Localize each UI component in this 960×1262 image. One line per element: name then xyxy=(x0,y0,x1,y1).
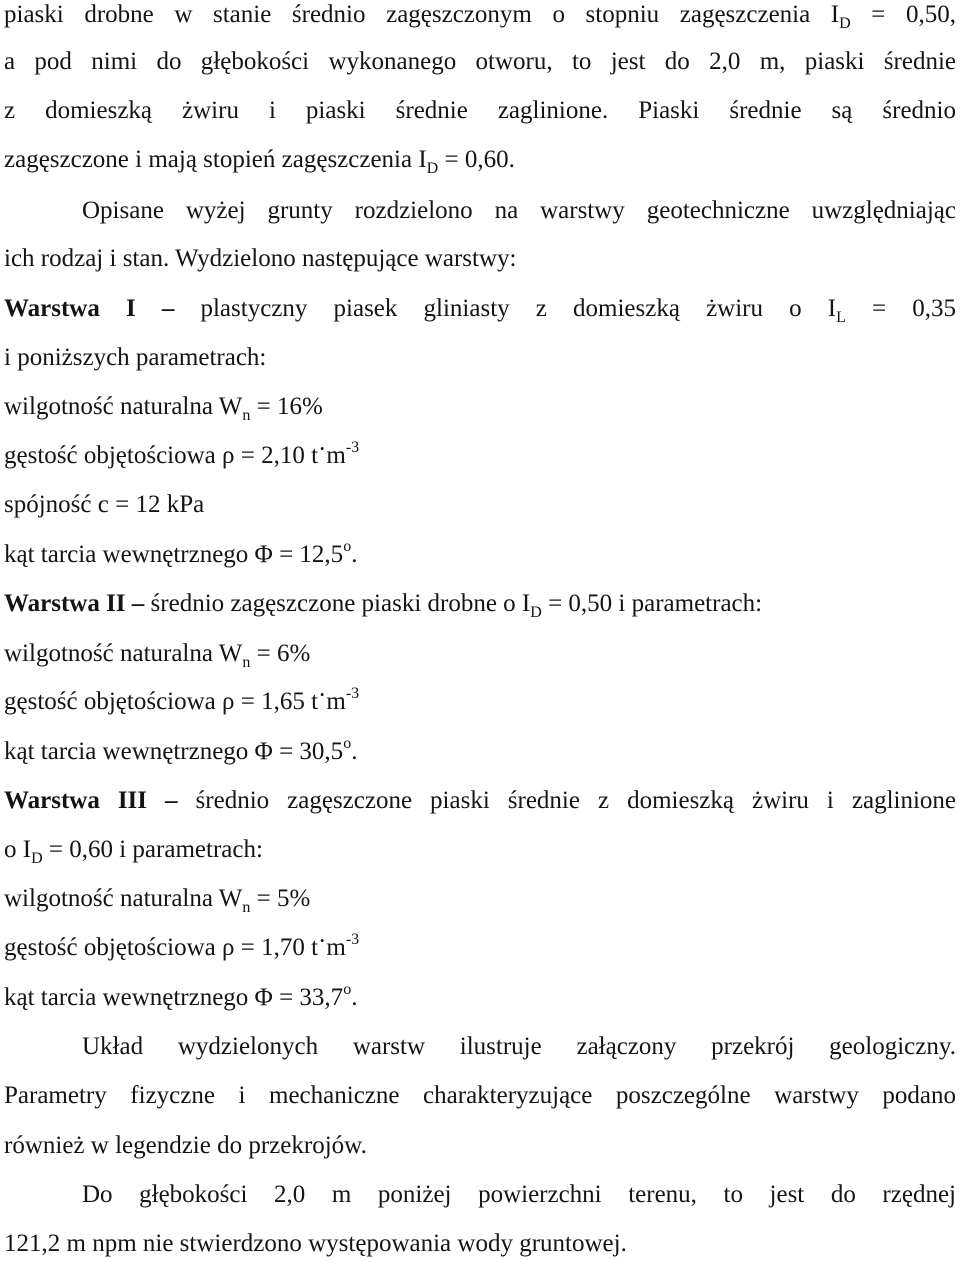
text-line: 121,2 m npm nie stwierdzono występowania wody gruntowej. xyxy=(4,1230,627,1257)
text-line: piaski drobne w stanie średnio zagęszczonym o stopniu zagęszczenia $I_D = 0,50$, xyxy=(4,1,956,32)
parameter-line: wilgotność naturalna $W_n = 5\%$ xyxy=(4,885,311,916)
text-line: i poniższych parametrach: xyxy=(4,344,267,371)
parameter-line: wilgotność naturalna $W_n = 16\%$ xyxy=(4,393,323,424)
parameter-line: gęstość objętościowa ρ = 1,70 $t\cdot m^{-3}$ xyxy=(4,928,360,961)
layer-1-heading: Warstwa I – plastyczny piasek gliniasty z domieszką żwiru o $I_L = 0,35$ xyxy=(4,295,957,326)
text-line: a pod nimi do głębokości wykonanego otworu, to jest do 2,0 m, piaski średnie xyxy=(4,48,956,75)
parameter-line: kąt tarcia wewnętrznego $\Phi = 33,7^o$. xyxy=(4,981,358,1011)
layer-2-heading: Warstwa II – średnio zagęszczone piaski drobne o $I_D = 0,50$ i parametrach: xyxy=(4,590,763,621)
text-line: o $I_D = 0,60$ i parametrach: xyxy=(4,836,263,867)
parameter-line: gęstość objętościowa ρ = 1,65 $t\cdot m^{-3}$ xyxy=(4,682,360,715)
text-line: Opisane wyżej grunty rozdzielono na warstwy geotechniczne uwzględniając xyxy=(82,197,956,224)
layer-3-heading: Warstwa III – średnio zagęszczone piaski średnie z domieszką żwiru i zaglinione xyxy=(4,787,957,814)
parameter-line: kąt tarcia wewnętrznego $\Phi = 30,5^o$. xyxy=(4,735,358,765)
text-line: ich rodzaj i stan. Wydzielono następujące warstwy: xyxy=(4,245,517,272)
text-line: Do głębokości 2,0 m poniżej powierzchni terenu, to jest do rzędnej xyxy=(82,1181,956,1208)
parameter-line: gęstość objętościowa ρ = 2,10 $t\cdot m^{-3}$ xyxy=(4,436,360,469)
text-line: Parametry fizyczne i mechaniczne charakteryzujące poszczególne warstwy podano xyxy=(4,1082,956,1109)
text-line: Układ wydzielonych warstw ilustruje załączony przekrój geologiczny. xyxy=(82,1033,956,1060)
text-line: zagęszczone i mają stopień zagęszczenia $I_D = 0,60$. xyxy=(4,146,515,177)
text-line: z domieszką żwiru i piaski średnie zaglinione. Piaski średnie są średnio xyxy=(4,97,956,124)
parameter-line: wilgotność naturalna $W_n = 6\%$ xyxy=(4,640,311,671)
parameter-line: kąt tarcia wewnętrznego $\Phi = 12,5^o$. xyxy=(4,538,358,568)
parameter-line: spójność c = 12 kPa xyxy=(4,491,205,518)
text-line: również w legendzie do przekrojów. xyxy=(4,1132,367,1159)
